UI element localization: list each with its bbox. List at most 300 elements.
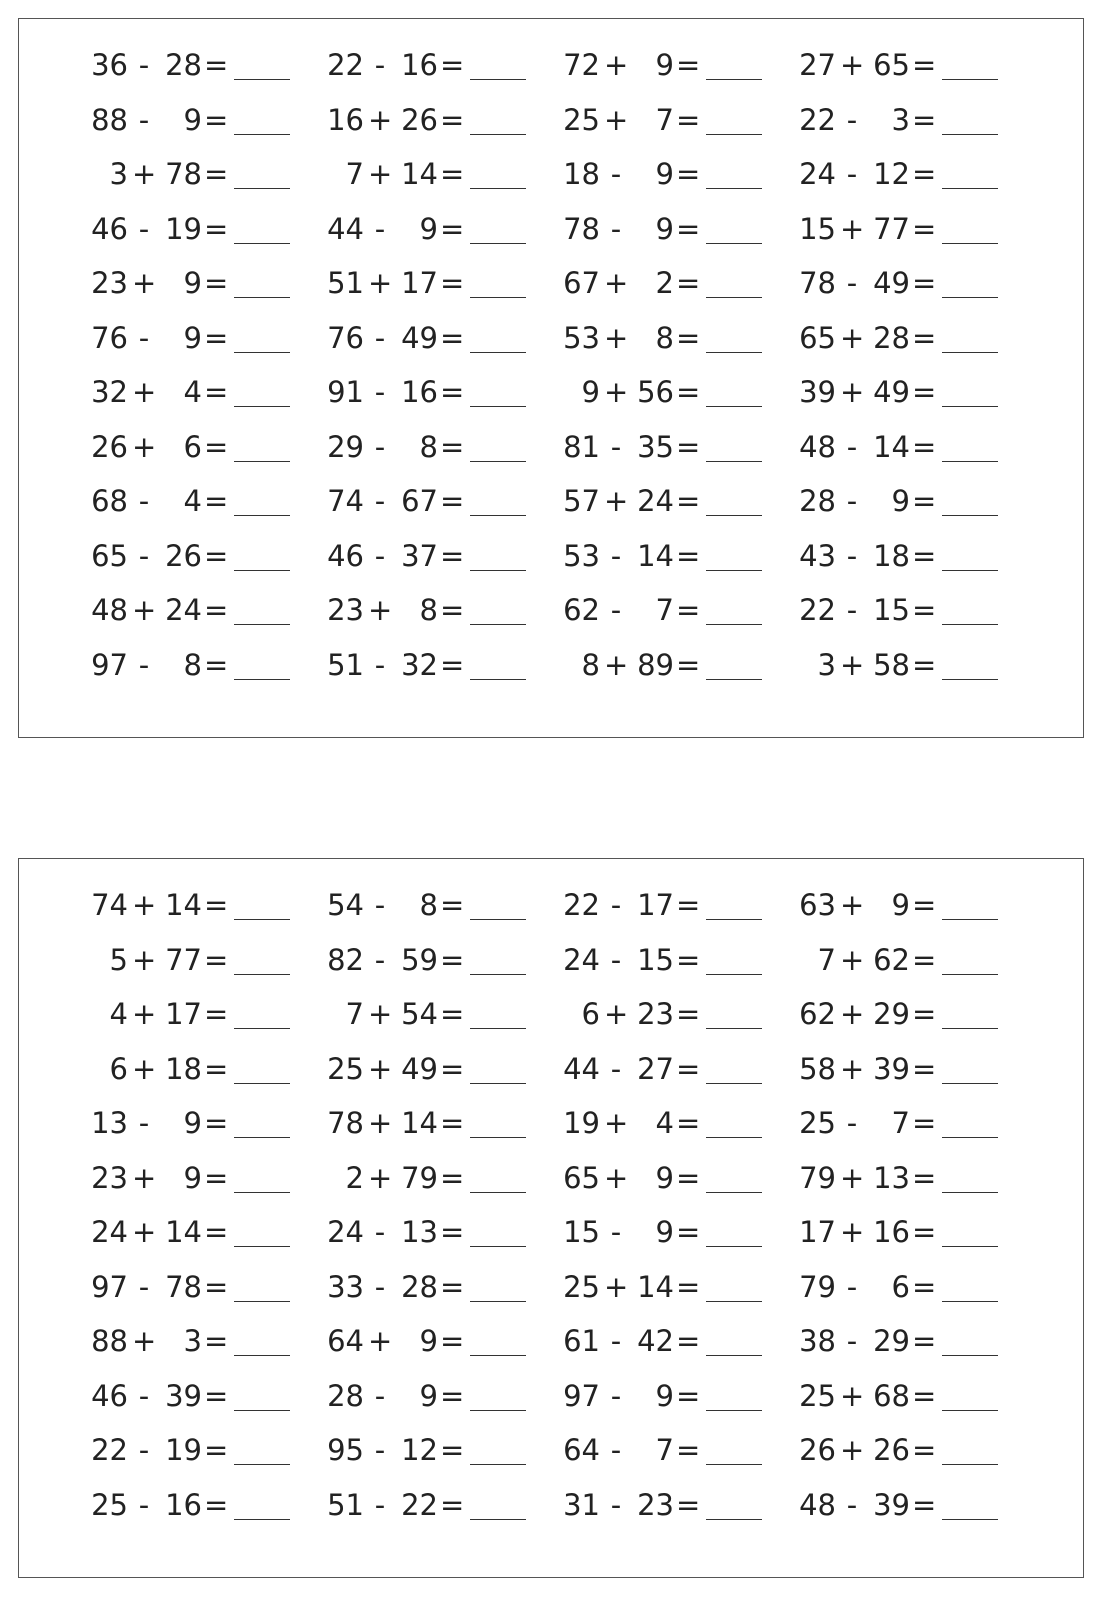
answer-blank[interactable] — [234, 570, 290, 571]
operand-b: 15 — [873, 593, 910, 627]
operand-a: 24 — [563, 942, 600, 977]
answer-blank[interactable] — [470, 406, 526, 407]
equals-sign: = — [676, 1051, 701, 1086]
answer-blank[interactable] — [942, 974, 998, 975]
operand-a: 22 — [91, 1433, 128, 1467]
operand-b: 58 — [873, 647, 910, 682]
operand-a: 78 — [563, 211, 600, 246]
operator: - — [846, 429, 858, 464]
operand-a: 25 — [799, 1378, 836, 1413]
answer-blank[interactable] — [942, 297, 998, 298]
math-problem — [84, 209, 334, 249]
operand-b: 19 — [165, 211, 202, 246]
answer-blank[interactable] — [234, 188, 290, 189]
operand-a: 18 — [563, 157, 600, 191]
answer-blank[interactable] — [470, 1519, 526, 1520]
answer-blank[interactable] — [470, 1137, 526, 1138]
operand-a: 9 — [581, 375, 600, 409]
operand-a: 57 — [563, 484, 600, 518]
operand-b: 14 — [165, 888, 202, 922]
equals-sign: = — [676, 538, 701, 573]
answer-blank[interactable] — [470, 1464, 526, 1465]
operand-a: 26 — [799, 1433, 836, 1467]
answer-blank[interactable] — [942, 1028, 998, 1029]
operator: + — [132, 157, 157, 191]
math-problem — [792, 536, 1042, 576]
math-problem — [792, 1212, 1042, 1252]
operator: - — [374, 484, 386, 518]
math-problem — [320, 481, 570, 521]
operator: - — [138, 1433, 150, 1467]
math-problem — [84, 1103, 334, 1143]
answer-blank[interactable] — [234, 1246, 290, 1247]
answer-blank[interactable] — [942, 1519, 998, 1520]
operand-a: 7 — [345, 997, 364, 1031]
operand-b: 67 — [401, 484, 438, 518]
operator: + — [840, 375, 865, 409]
answer-blank[interactable] — [470, 974, 526, 975]
equals-sign: = — [676, 211, 701, 246]
math-problem — [792, 1049, 1042, 1089]
operator: - — [610, 942, 622, 977]
equals-sign: = — [912, 1160, 937, 1195]
equals-sign: = — [204, 1324, 229, 1358]
operand-b: 65 — [873, 48, 910, 82]
math-problem — [320, 1049, 570, 1089]
math-problem — [84, 263, 334, 303]
math-problem — [84, 427, 334, 467]
answer-blank[interactable] — [942, 1410, 998, 1411]
equals-sign: = — [440, 593, 465, 627]
answer-blank[interactable] — [942, 679, 998, 680]
answer-blank[interactable] — [234, 919, 290, 920]
answer-blank[interactable] — [706, 570, 762, 571]
operand-a: 81 — [563, 429, 600, 464]
answer-blank[interactable] — [942, 624, 998, 625]
equals-sign: = — [912, 484, 937, 518]
operator: - — [374, 429, 386, 464]
answer-blank[interactable] — [470, 624, 526, 625]
operand-b: 9 — [891, 484, 910, 518]
operator: - — [846, 102, 858, 137]
answer-blank[interactable] — [942, 1137, 998, 1138]
operand-a: 61 — [563, 1324, 600, 1358]
equals-sign: = — [440, 102, 465, 137]
operand-a: 44 — [563, 1051, 600, 1086]
operand-a: 22 — [799, 593, 836, 627]
answer-blank[interactable] — [234, 515, 290, 516]
answer-blank[interactable] — [942, 1464, 998, 1465]
operand-a: 38 — [799, 1324, 836, 1358]
math-problem — [320, 318, 570, 358]
math-problem — [84, 1158, 334, 1198]
answer-blank[interactable] — [234, 243, 290, 244]
answer-blank[interactable] — [706, 1137, 762, 1138]
answer-blank[interactable] — [942, 919, 998, 920]
operand-b: 8 — [655, 320, 674, 355]
equals-sign: = — [912, 942, 937, 977]
operand-b: 26 — [873, 1433, 910, 1467]
math-problem — [556, 154, 806, 194]
equals-sign: = — [912, 1433, 937, 1467]
equals-sign: = — [912, 1378, 937, 1413]
answer-blank[interactable] — [942, 134, 998, 135]
answer-blank[interactable] — [234, 1192, 290, 1193]
operator: - — [138, 484, 150, 518]
operand-a: 88 — [91, 1324, 128, 1358]
equals-sign: = — [912, 1215, 937, 1249]
answer-blank[interactable] — [706, 974, 762, 975]
operand-a: 46 — [327, 538, 364, 573]
math-problem — [556, 318, 806, 358]
equals-sign: = — [676, 266, 701, 300]
math-problem — [556, 1376, 806, 1416]
answer-blank[interactable] — [470, 1301, 526, 1302]
answer-blank[interactable] — [470, 1410, 526, 1411]
math-problem — [84, 372, 334, 412]
answer-blank[interactable] — [234, 1301, 290, 1302]
answer-blank[interactable] — [234, 461, 290, 462]
operand-a: 3 — [817, 647, 836, 682]
operand-b: 14 — [401, 157, 438, 191]
answer-blank[interactable] — [470, 134, 526, 135]
math-problem — [320, 372, 570, 412]
math-problem — [792, 209, 1042, 249]
operand-b: 78 — [165, 1269, 202, 1304]
answer-blank[interactable] — [234, 974, 290, 975]
answer-blank[interactable] — [470, 1246, 526, 1247]
operator: - — [846, 1324, 858, 1358]
operand-b: 3 — [183, 1324, 202, 1358]
operand-b: 77 — [873, 211, 910, 246]
answer-blank[interactable] — [942, 188, 998, 189]
operand-b: 9 — [655, 211, 674, 246]
equals-sign: = — [204, 211, 229, 246]
answer-blank[interactable] — [706, 1028, 762, 1029]
operator: + — [368, 1160, 393, 1195]
operator: - — [374, 211, 386, 246]
answer-blank[interactable] — [470, 188, 526, 189]
operator: - — [374, 538, 386, 573]
answer-blank[interactable] — [706, 406, 762, 407]
operator: - — [846, 538, 858, 573]
answer-blank[interactable] — [942, 461, 998, 462]
operator: + — [604, 647, 629, 682]
math-problem — [556, 1430, 806, 1470]
operand-a: 24 — [327, 1215, 364, 1249]
answer-blank[interactable] — [470, 1355, 526, 1356]
answer-blank[interactable] — [470, 1192, 526, 1193]
operand-b: 79 — [401, 1160, 438, 1195]
operand-b: 16 — [165, 1487, 202, 1522]
answer-blank[interactable] — [706, 79, 762, 80]
equals-sign: = — [204, 1106, 229, 1140]
equals-sign: = — [440, 375, 465, 409]
math-problem — [84, 318, 334, 358]
answer-blank[interactable] — [234, 352, 290, 353]
operator: - — [138, 48, 150, 82]
answer-blank[interactable] — [706, 243, 762, 244]
answer-blank[interactable] — [470, 79, 526, 80]
equals-sign: = — [912, 375, 937, 409]
answer-blank[interactable] — [706, 352, 762, 353]
answer-blank[interactable] — [706, 1355, 762, 1356]
answer-blank[interactable] — [234, 1083, 290, 1084]
math-problem — [792, 481, 1042, 521]
answer-blank[interactable] — [706, 1410, 762, 1411]
answer-blank[interactable] — [706, 1519, 762, 1520]
answer-blank[interactable] — [470, 679, 526, 680]
answer-blank[interactable] — [234, 406, 290, 407]
operator: + — [840, 48, 865, 82]
operator: - — [846, 484, 858, 518]
operand-a: 46 — [91, 211, 128, 246]
equals-sign: = — [912, 593, 937, 627]
operand-a: 97 — [91, 647, 128, 682]
math-problem — [556, 1049, 806, 1089]
operand-a: 95 — [327, 1433, 364, 1467]
equals-sign: = — [676, 593, 701, 627]
math-problem — [320, 427, 570, 467]
operator: + — [368, 266, 393, 300]
answer-blank[interactable] — [234, 297, 290, 298]
operator: - — [610, 429, 622, 464]
operator: + — [604, 266, 629, 300]
equals-sign: = — [912, 1269, 937, 1304]
operand-b: 29 — [873, 1324, 910, 1358]
operand-b: 39 — [873, 1051, 910, 1086]
operator: + — [132, 266, 157, 300]
equals-sign: = — [440, 1215, 465, 1249]
operand-a: 68 — [91, 484, 128, 518]
operand-a: 44 — [327, 211, 364, 246]
equals-sign: = — [912, 888, 937, 922]
operator: - — [610, 1487, 622, 1522]
answer-blank[interactable] — [942, 515, 998, 516]
operator: + — [368, 157, 393, 191]
operator: - — [374, 1269, 386, 1304]
equals-sign: = — [204, 102, 229, 137]
answer-blank[interactable] — [470, 570, 526, 571]
operand-a: 51 — [327, 1487, 364, 1522]
answer-blank[interactable] — [942, 79, 998, 80]
answer-blank[interactable] — [234, 1519, 290, 1520]
math-problem — [320, 1376, 570, 1416]
answer-blank[interactable] — [706, 1301, 762, 1302]
equals-sign: = — [440, 484, 465, 518]
operator: - — [846, 1487, 858, 1522]
operand-a: 25 — [91, 1487, 128, 1522]
answer-blank[interactable] — [470, 243, 526, 244]
answer-blank[interactable] — [234, 1410, 290, 1411]
answer-blank[interactable] — [706, 624, 762, 625]
math-problem — [556, 1212, 806, 1252]
operator: + — [604, 320, 629, 355]
equals-sign: = — [204, 266, 229, 300]
math-problem — [320, 645, 570, 685]
operator: + — [132, 1324, 157, 1358]
math-problem — [84, 885, 334, 925]
operand-a: 53 — [563, 320, 600, 355]
math-problem — [84, 100, 334, 140]
operand-b: 49 — [873, 266, 910, 300]
answer-blank[interactable] — [234, 1355, 290, 1356]
operand-a: 25 — [327, 1051, 364, 1086]
math-problem — [84, 590, 334, 630]
answer-blank[interactable] — [706, 1192, 762, 1193]
answer-blank[interactable] — [470, 461, 526, 462]
operand-a: 24 — [91, 1215, 128, 1249]
operand-b: 4 — [183, 484, 202, 518]
operand-b: 22 — [401, 1487, 438, 1522]
math-problem — [84, 45, 334, 85]
operator: - — [138, 211, 150, 246]
operand-a: 48 — [799, 429, 836, 464]
answer-blank[interactable] — [706, 461, 762, 462]
math-problem — [792, 427, 1042, 467]
operand-a: 17 — [799, 1215, 836, 1249]
equals-sign: = — [676, 647, 701, 682]
answer-blank[interactable] — [942, 1192, 998, 1193]
equals-sign: = — [440, 1378, 465, 1413]
operator: + — [604, 1160, 629, 1195]
operator: - — [138, 320, 150, 355]
operand-b: 68 — [873, 1378, 910, 1413]
operator: + — [604, 484, 629, 518]
answer-blank[interactable] — [234, 134, 290, 135]
operand-a: 76 — [327, 320, 364, 355]
operand-a: 64 — [563, 1433, 600, 1467]
operator: + — [132, 1215, 157, 1249]
equals-sign: = — [676, 484, 701, 518]
answer-blank[interactable] — [706, 515, 762, 516]
equals-sign: = — [676, 1215, 701, 1249]
math-problem — [556, 100, 806, 140]
answer-blank[interactable] — [470, 1028, 526, 1029]
answer-blank[interactable] — [470, 1083, 526, 1084]
equals-sign: = — [912, 266, 937, 300]
answer-blank[interactable] — [234, 1464, 290, 1465]
equals-sign: = — [676, 942, 701, 977]
equals-sign: = — [440, 1051, 465, 1086]
operand-a: 67 — [563, 266, 600, 300]
operand-b: 8 — [183, 647, 202, 682]
answer-blank[interactable] — [234, 1028, 290, 1029]
operator: - — [846, 593, 858, 627]
answer-blank[interactable] — [942, 406, 998, 407]
equals-sign: = — [676, 1269, 701, 1304]
math-problem — [556, 885, 806, 925]
operator: - — [138, 1269, 150, 1304]
answer-blank[interactable] — [470, 919, 526, 920]
operator: - — [374, 1487, 386, 1522]
answer-blank[interactable] — [706, 1083, 762, 1084]
operand-a: 74 — [327, 484, 364, 518]
answer-blank[interactable] — [234, 679, 290, 680]
operator: + — [840, 320, 865, 355]
operator: - — [846, 266, 858, 300]
answer-blank[interactable] — [942, 1355, 998, 1356]
operand-a: 39 — [799, 375, 836, 409]
answer-blank[interactable] — [234, 624, 290, 625]
answer-blank[interactable] — [470, 297, 526, 298]
operand-a: 33 — [327, 1269, 364, 1304]
operand-a: 4 — [109, 997, 128, 1031]
answer-blank[interactable] — [234, 1137, 290, 1138]
operand-b: 16 — [873, 1215, 910, 1249]
answer-blank[interactable] — [942, 1301, 998, 1302]
answer-blank[interactable] — [706, 919, 762, 920]
operand-b: 9 — [655, 48, 674, 82]
answer-blank[interactable] — [234, 79, 290, 80]
operator: + — [840, 942, 865, 977]
operator: - — [846, 157, 858, 191]
answer-blank[interactable] — [706, 679, 762, 680]
answer-blank[interactable] — [942, 1083, 998, 1084]
operator: + — [840, 211, 865, 246]
operator: + — [840, 1433, 865, 1467]
operand-a: 79 — [799, 1269, 836, 1304]
equals-sign: = — [676, 1487, 701, 1522]
answer-blank[interactable] — [706, 1464, 762, 1465]
operand-b: 23 — [637, 1487, 674, 1522]
operand-a: 16 — [327, 102, 364, 137]
operand-b: 3 — [891, 102, 910, 137]
operand-b: 4 — [655, 1106, 674, 1140]
math-problem — [320, 885, 570, 925]
equals-sign: = — [912, 1106, 937, 1140]
operator: - — [610, 1433, 622, 1467]
answer-blank[interactable] — [706, 297, 762, 298]
operator: + — [132, 1051, 157, 1086]
equals-sign: = — [676, 429, 701, 464]
operand-a: 46 — [91, 1378, 128, 1413]
answer-blank[interactable] — [942, 1246, 998, 1247]
answer-blank[interactable] — [470, 352, 526, 353]
answer-blank[interactable] — [706, 1246, 762, 1247]
math-problem — [556, 45, 806, 85]
operand-a: 63 — [799, 888, 836, 922]
equals-sign: = — [204, 1487, 229, 1522]
operand-a: 62 — [563, 593, 600, 627]
math-problem — [556, 263, 806, 303]
operand-b: 9 — [419, 211, 438, 246]
answer-blank[interactable] — [942, 352, 998, 353]
operand-a: 15 — [799, 211, 836, 246]
operand-a: 28 — [799, 484, 836, 518]
operator: - — [610, 1378, 622, 1413]
equals-sign: = — [676, 1433, 701, 1467]
operand-b: 35 — [637, 429, 674, 464]
operand-b: 12 — [401, 1433, 438, 1467]
operand-b: 9 — [419, 1378, 438, 1413]
operand-a: 82 — [327, 942, 364, 977]
operator: + — [840, 1378, 865, 1413]
operand-a: 31 — [563, 1487, 600, 1522]
answer-blank[interactable] — [706, 134, 762, 135]
answer-blank[interactable] — [470, 515, 526, 516]
operand-b: 9 — [183, 266, 202, 300]
operand-b: 78 — [165, 157, 202, 191]
equals-sign: = — [440, 1106, 465, 1140]
math-problem — [320, 100, 570, 140]
operand-a: 43 — [799, 538, 836, 573]
operand-a: 29 — [327, 429, 364, 464]
answer-blank[interactable] — [706, 188, 762, 189]
answer-blank[interactable] — [942, 243, 998, 244]
answer-blank[interactable] — [942, 570, 998, 571]
equals-sign: = — [676, 102, 701, 137]
